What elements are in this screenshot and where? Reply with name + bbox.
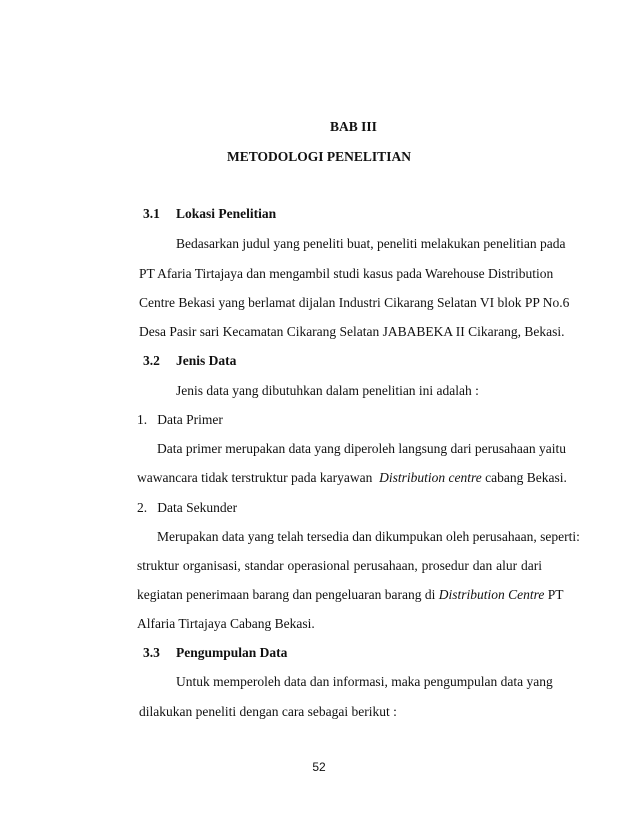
text-run: wawancara tidak terstruktur pada karyawan	[137, 470, 380, 485]
paragraph-line: dilakukan peneliti dengan cara sebagai berikut :	[139, 704, 397, 719]
paragraph-line: Centre Bekasi yang berlamat dijalan Industri Cikarang Selatan VI blok PP No.6	[139, 295, 570, 310]
section-number: 3.3	[143, 645, 160, 660]
page-number: 52	[312, 760, 326, 774]
chapter-title: METODOLOGI PENELITIAN	[227, 149, 411, 164]
section-title: Jenis Data	[176, 353, 237, 368]
section-title: Lokasi Penelitian	[176, 206, 277, 221]
paragraph-line: struktur organisasi, standar operasional perusahaan, prosedur dan alur dari	[137, 558, 542, 573]
text-run: PT	[544, 587, 564, 602]
section-number: 3.2	[143, 353, 160, 368]
paragraph-line	[137, 469, 567, 487]
list-item-label: 2. Data Sekunder	[137, 500, 238, 515]
italic-text: Distribution centre	[379, 470, 482, 485]
paragraph-line: Bedasarkan judul yang peneliti buat, peneliti melakukan penelitian pada	[176, 236, 566, 251]
list-item-label: 1. Data Primer	[137, 412, 223, 427]
chapter-label: BAB III	[330, 119, 377, 134]
text-run: kegiatan penerimaan barang dan pengeluaran barang di	[137, 587, 439, 602]
paragraph-line: Desa Pasir sari Kecamatan Cikarang Selatan JABABEKA II Cikarang, Bekasi.	[139, 324, 565, 339]
paragraph-line: Merupakan data yang telah tersedia dan dikumpukan oleh perusahaan, seperti:	[157, 529, 580, 544]
paragraph-line: Data primer merupakan data yang diperoleh langsung dari perusahaan yaitu	[157, 441, 566, 456]
section-title: Pengumpulan Data	[176, 645, 288, 660]
paragraph-line: Alfaria Tirtajaya Cabang Bekasi.	[137, 616, 315, 631]
italic-text: Distribution Centre	[438, 587, 545, 602]
section-number: 3.1	[143, 206, 160, 221]
paragraph-line: PT Afaria Tirtajaya dan mengambil studi kasus pada Warehouse Distribution	[139, 266, 554, 281]
paragraph-line	[137, 586, 564, 604]
text-run: cabang Bekasi.	[481, 470, 567, 485]
paragraph-line: Untuk memperoleh data dan informasi, maka pengumpulan data yang	[176, 674, 553, 689]
paragraph-line: Jenis data yang dibutuhkan dalam penelitian ini adalah :	[176, 383, 479, 398]
